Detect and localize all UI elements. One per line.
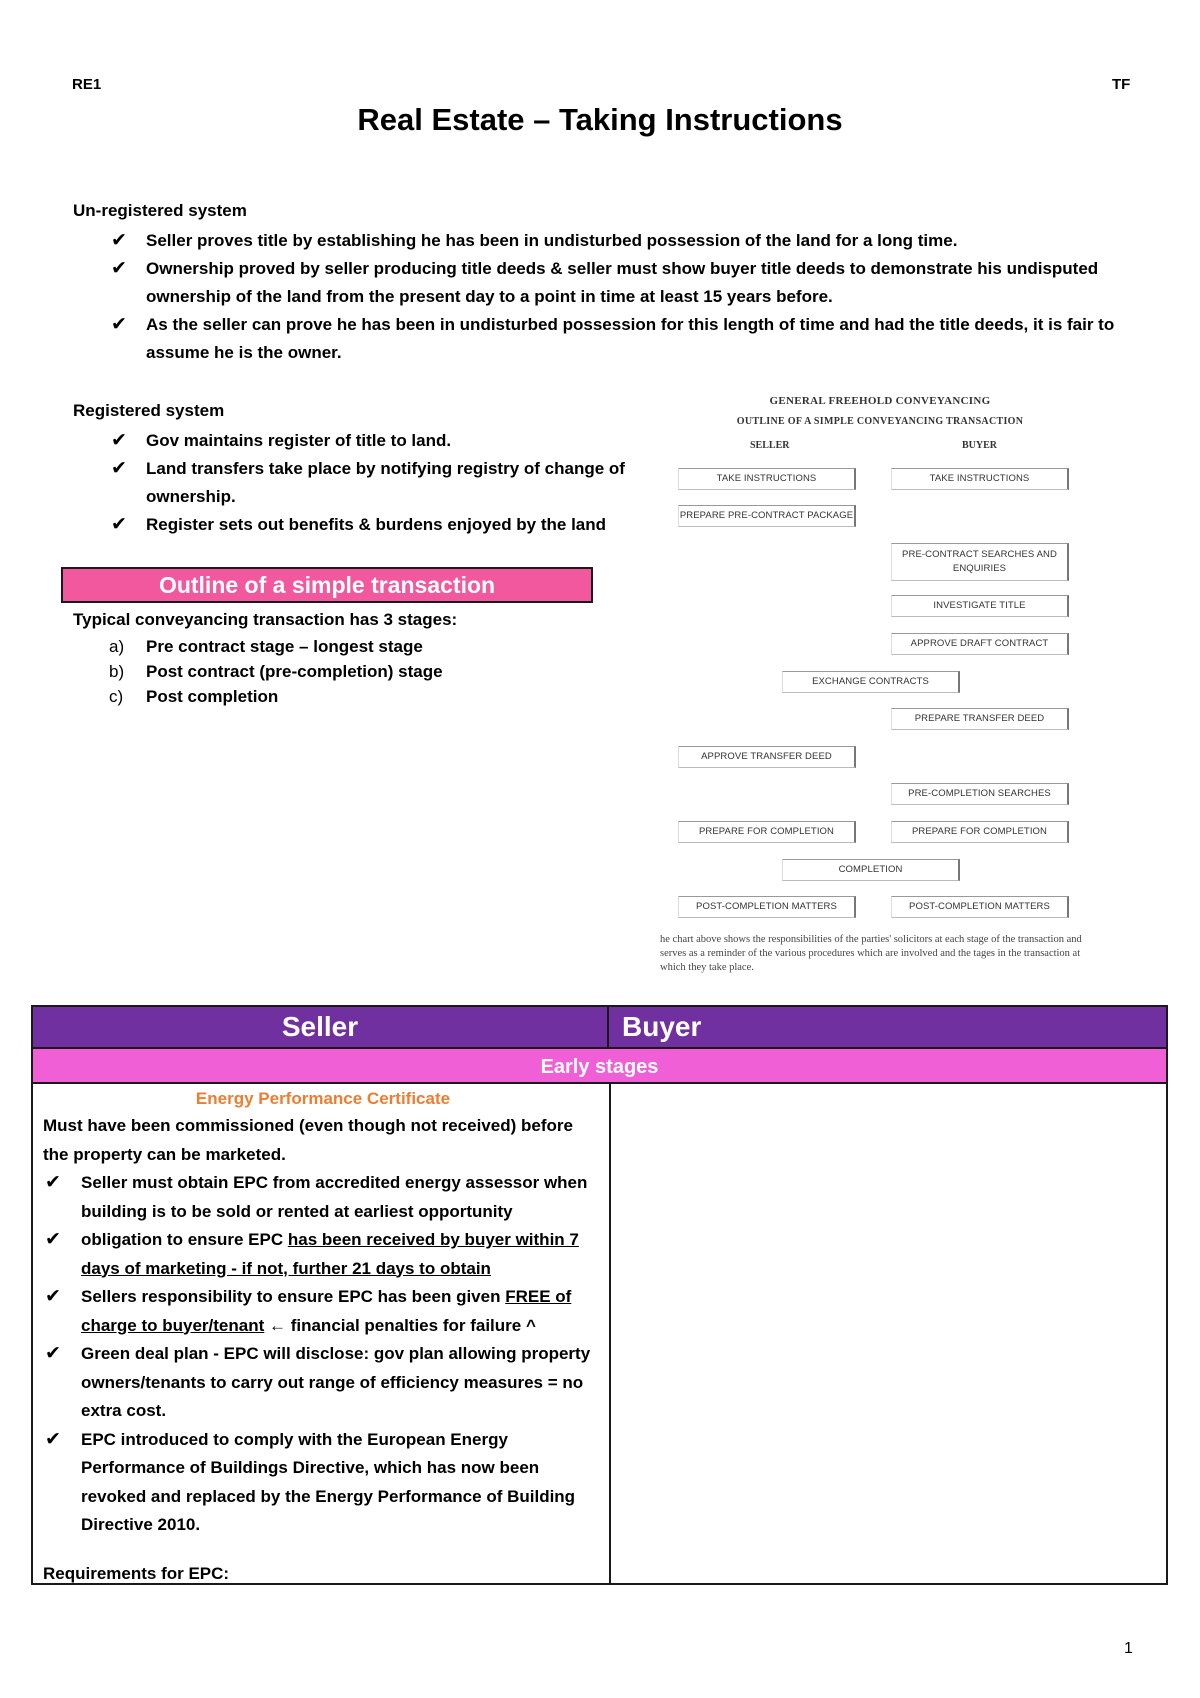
check-icon: ✔ [111,258,127,279]
list-item: ✔ Gov maintains register of title to land. [73,427,643,455]
stages-list [73,634,593,709]
epc-heading: Energy Performance Certificate [195,1089,451,1108]
check-icon: ✔ [45,1229,61,1250]
table-header-buyer: Buyer [609,1007,1166,1047]
flowchart-subtitle: OUTLINE OF A SIMPLE CONVEYANCING TRANSACTION [736,416,1024,427]
check-icon: ✔ [45,1428,61,1450]
list-item: ✔ Seller must obtain EPC from accredited energy assessor when building is to be sold or rented at earliest opportunity [43,1169,603,1226]
flow-box-seller-take-instructions: TAKE INSTRUCTIONS [678,468,856,490]
header-left: RE1 [72,76,102,93]
list-item: ✔ Ownership proved by seller producing title deeds & seller must show buyer title deeds to demonstrate his undisputed ownership of the land from the present day to a point in time at least 15 years before. [73,255,1133,311]
list-item: ✔ Seller proves title by establishing he has been in undisturbed possession of the land for a long time. [73,227,1133,255]
seller-cell [43,1086,603,1584]
conveyancing-flowchart [660,385,1100,975]
flow-box-approve-draft: APPROVE DRAFT CONTRACT [891,633,1069,655]
flowchart-caption: he chart above shows the responsibilities of the parties' solicitors at each stage of the transaction and serves as a reminder of the various procedures which are involved and the tages in the transaction at which they take place. [660,934,1082,973]
flow-box-transfer-deed: PREPARE TRANSFER DEED [891,708,1069,730]
flow-box-precompletion-searches: PRE-COMPLETION SEARCHES [891,783,1069,805]
list-item: ✔ Sellers responsibility to ensure EPC has been given FREE of charge to buyer/tenant ← financial penalties for failure ^ [43,1283,603,1340]
header-right: TF [1112,76,1131,93]
flow-box-seller-post: POST-COMPLETION MATTERS [678,896,856,918]
flow-box-prepare-package: PREPARE PRE-CONTRACT PACKAGE [678,505,856,527]
registered-heading: Registered system [73,401,225,420]
flowchart-col-seller: SELLER [750,440,790,451]
flow-box-approve-transfer: APPROVE TRANSFER DEED [678,746,856,768]
flow-box-searches: PRE-CONTRACT SEARCHES AND ENQUIRIES [891,543,1069,581]
check-icon: ✔ [111,458,127,479]
table-header-seller: Seller [33,1007,609,1047]
stages-intro: Typical conveyancing transaction has 3 stages: [73,610,458,629]
flowchart-title: GENERAL FREEHOLD CONVEYANCING [769,395,991,407]
epc-intro: Must have been commissioned (even though not received) before the property can be marketed. [43,1116,573,1164]
list-item: c) Post completion [109,687,279,706]
page-title: Real Estate – Taking Instructions [357,102,843,137]
flow-box-buyer-prepare: PREPARE FOR COMPLETION [891,821,1069,843]
list-item: ✔ Green deal plan - EPC will disclose: gov plan allowing property owners/tenants to carry out range of efficiency measures = no extra cost. [43,1340,603,1426]
table-subheading: Early stages [33,1047,1166,1084]
outline-heading: Outline of a simple transaction [61,567,593,603]
check-icon: ✔ [111,430,127,451]
check-icon: ✔ [111,514,127,535]
unregistered-list-wrap [73,227,1133,367]
check-icon: ✔ [111,230,127,251]
registered-list [73,427,643,539]
list-item: b) Post contract (pre-completion) stage [109,662,443,681]
unregistered-list [73,227,1133,367]
flow-box-buyer-post: POST-COMPLETION MATTERS [891,896,1069,918]
epc-requirements-heading: Requirements for EPC: [43,1563,230,1583]
unregistered-heading: Un-registered system [73,201,247,220]
seller-buyer-table [31,1005,1168,1585]
list-item: a) Pre contract stage – longest stage [109,637,423,656]
table-column-divider [609,1084,611,1583]
flow-box-completion: COMPLETION [782,859,960,881]
epc-list [43,1169,603,1540]
page-number: 1 [1124,1640,1133,1657]
flow-box-investigate-title: INVESTIGATE TITLE [891,595,1069,617]
check-icon: ✔ [45,1286,61,1307]
flow-box-exchange: EXCHANGE CONTRACTS [782,671,960,693]
list-item: ✔ Land transfers take place by notifying registry of change of ownership. [73,455,643,511]
flowchart-col-buyer: BUYER [962,440,998,451]
list-item: ✔ obligation to ensure EPC has been received by buyer within 7 days of marketing - if not, further 21 days to obtain [43,1226,603,1283]
stages-block [73,606,593,709]
flow-box-seller-prepare: PREPARE FOR COMPLETION [678,821,856,843]
list-item: ✔ As the seller can prove he has been in undisturbed possession for this length of time and had the title deeds, it is fair to assume he is the owner. [73,311,1133,367]
list-item: ✔ Register sets out benefits & burdens enjoyed by the land [73,511,643,539]
check-icon: ✔ [45,1343,61,1364]
check-icon: ✔ [45,1172,61,1193]
check-icon: ✔ [111,314,127,335]
flow-box-buyer-take-instructions: TAKE INSTRUCTIONS [891,468,1069,490]
list-item: ✔ EPC introduced to comply with the European Energy Performance of Buildings Directive, which has now been revoked and replaced by the Energy Performance of Building Directive 2010. [43,1426,603,1540]
registered-list-wrap [73,427,643,539]
